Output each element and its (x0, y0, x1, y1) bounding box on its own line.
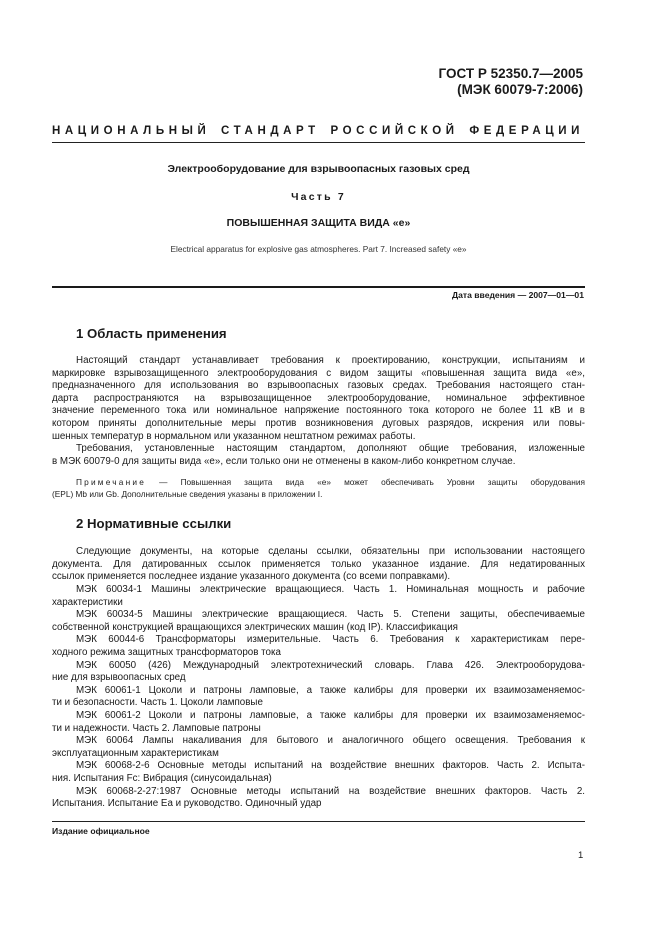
text-line: дарта распространяются на взрывозащищенное электрооборудование, номинальное эффективное (52, 392, 585, 404)
part-label: Часть 7 (291, 191, 346, 203)
reference-line: МЭК 60034-5 Машины электрические вращающиеся. Часть 5. Степени защиты, обеспечиваемые (76, 609, 585, 621)
standard-number-line-2: (МЭК 60079-7:2006) (457, 82, 583, 97)
heading-rule (52, 142, 585, 143)
reference-line: собственной конструкцией вращающихся электрических машин (код IP). Классификация (52, 621, 458, 633)
reference-line: ходного режима защитных трансформаторов тока (52, 646, 281, 658)
text-line: котором приняты дополнительные меры против возникновения дуговых разрядов, искрения или повы- (52, 417, 585, 429)
document-title: ПОВЫШЕННАЯ ЗАЩИТА ВИДА «е» (226, 217, 411, 229)
official-edition-label: Издание официальное (52, 826, 150, 836)
text-line: значение переменного тока или номинальное напряжение постоянного тока которого не более 11 кВ и в (52, 405, 585, 417)
section-1-heading: 1 Область применения (76, 326, 227, 341)
reference-line: Испытания. Испытание Ea и руководство. Одиночный удар (52, 798, 322, 810)
footer-rule (52, 821, 585, 822)
section-2-intro (52, 546, 585, 584)
text-line: в МЭК 60079-0 для защиты вида «е», если только они не отменены в каком-либо конкретном случае. (52, 455, 516, 467)
text-line: Следующие документы, на которые сделаны ссылки, обязательны при использовании настоящего (76, 546, 585, 557)
document-subtitle: Электрооборудование для взрывоопасных газовых сред (167, 163, 470, 175)
text-line: Настоящий стандарт устанавливает требования к проектированию, конструкции, испытаниям и (76, 355, 585, 366)
reference-line: эксплуатационным характеристикам (52, 747, 219, 759)
note-text: — Повышенная защита вида «е» может обеспечивать Уровни защиты оборудования (159, 477, 585, 487)
introduction-date: Дата введения — 2007—01—01 (451, 290, 584, 300)
text-line: ссылок применяется последнее издание указанного документа (со всеми поправками). (52, 571, 451, 583)
standard-number-line-1: ГОСТ Р 52350.7—2005 (438, 66, 583, 81)
reference-line: МЭК 60050 (426) Международный электротехнический словарь. Глава 426. Электрооборудова- (76, 659, 585, 671)
title-rule (52, 286, 585, 288)
reference-line: ти и безопасности. Часть 1. Цоколи ламповые (52, 697, 263, 709)
text-line: Требования, установленные настоящим стандартом, дополняют общие требования, изложенные (76, 443, 585, 454)
national-word: РОССИЙСКОЙ (330, 125, 459, 137)
reference-line: МЭК 60064 Лампы накаливания для бытового и аналогичного общего освещения. Требования к (76, 735, 585, 747)
national-word: НАЦИОНАЛЬНЫЙ (52, 125, 211, 137)
reference-line: ния. Испытания Fc: Вибрация (синусоидальная) (52, 772, 272, 784)
reference-line: МЭК 60061-2 Цоколи и патроны ламповые, а также калибры для проверки их взаимозаменяемос- (76, 709, 585, 721)
text-line: шенных температур в нормальном или указанном нештатном режимах работы. (52, 430, 416, 442)
reference-line: МЭК 60044-6 Трансформаторы измерительные. Часть 6. Требования к характеристикам пере- (76, 634, 585, 646)
reference-line: характеристики (52, 596, 123, 608)
national-word: ФЕДЕРАЦИИ (469, 125, 584, 137)
note-line (52, 476, 585, 488)
note-label: Примечание (76, 477, 147, 487)
reference-line: ти и надежности. Часть 2. Ламповые патроны (52, 722, 261, 734)
text-line: предназначенного для использования во взрывоопасных газовых средах. Требования настоящего стан- (52, 380, 585, 392)
reference-line: МЭК 60061-1 Цоколи и патроны ламповые, а также калибры для проверки их взаимозаменяемос- (76, 684, 585, 696)
normative-references-list (52, 584, 585, 811)
text-line: маркировке взрывозащищенного электрооборудования с видом защиты «повышенная защита вида «е», (52, 367, 585, 379)
text-line: документа. Для датированных ссылок применяется только указанное издание. Для недатированных (52, 558, 585, 570)
section-2-heading: 2 Нормативные ссылки (76, 516, 232, 531)
reference-line: МЭК 60068-2-27:1987 Основные методы испытаний на воздействие внешних факторов. Часть 2. (76, 785, 585, 797)
standard-number (439, 66, 583, 98)
reference-line: МЭК 60068-2-6 Основные методы испытаний на воздействие внешних факторов. Часть 2. Испыта- (76, 760, 585, 772)
section-1-paragraph-2 (52, 443, 585, 468)
national-word: СТАНДАРТ (221, 125, 320, 137)
english-title: Electrical apparatus for explosive gas atmospheres. Part 7. Increased safety «е» (170, 244, 467, 254)
reference-line: МЭК 60034-1 Машины электрические вращающиеся. Часть 1. Номинальная мощность и рабочие (76, 584, 585, 595)
page-number: 1 (578, 850, 584, 861)
reference-line: ние для взрывоопасных сред (52, 672, 186, 684)
section-1-note (52, 476, 585, 500)
section-1-paragraph-1 (52, 355, 585, 443)
note-line: (EPL) Mb или Gb. Дополнительные сведения указаны в приложении I. (52, 489, 323, 499)
national-standard-heading (52, 125, 584, 137)
